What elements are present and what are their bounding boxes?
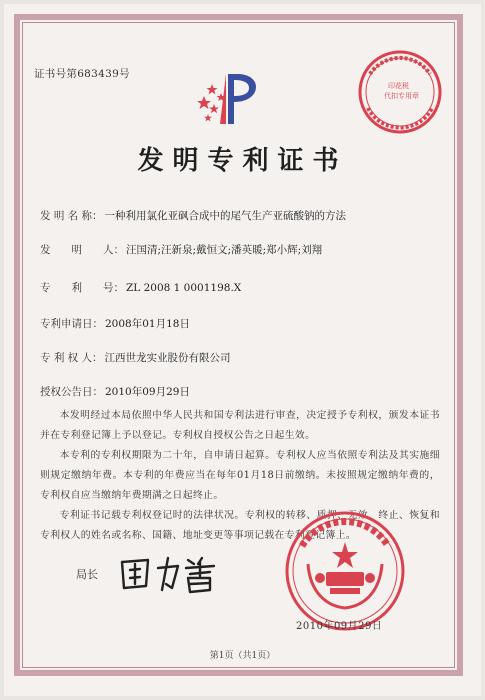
field-label: 专 利 权 人： xyxy=(40,352,103,364)
seal-date: 2010年09月29日 xyxy=(296,621,383,632)
director-signature-icon xyxy=(114,550,230,596)
patent-office-seal-icon xyxy=(352,44,448,140)
field-value: 2010年09月29日 xyxy=(105,386,190,398)
body-paragraph: 专利证书记载专利权登记时的法律状况。专利权的转移、质押、无效、终止、恢复和专利权人的姓名或名称、国籍、地址变更等事项记载在专利登记簿上。 xyxy=(40,510,440,541)
field-inventors xyxy=(40,242,322,257)
field-invention-name xyxy=(40,208,346,223)
director-label: 局长 xyxy=(76,568,98,581)
patent-office-emblem-icon xyxy=(196,68,262,128)
page-number: 第1页（共1页） xyxy=(209,651,276,661)
field-label: 发 明 人： xyxy=(40,244,124,256)
body-paragraph: 本专利的专利权期限为二十年，自申请日起算。专利权人应当依照专利法及其实施细则规定缴纳年费。本专利的年费应当在每年01月18日前缴纳。未按照规定缴纳年费的，专利权自应当缴纳年费期满之日起终止。 xyxy=(40,450,440,501)
field-patentee xyxy=(40,350,231,365)
svg-text:印花税: 印花税 xyxy=(388,82,409,90)
page-title: 发明专利证书 xyxy=(137,146,348,176)
field-label: 授权公告日： xyxy=(40,386,103,398)
field-value: 2008年01月18日 xyxy=(105,318,190,330)
field-label: 专利申请日： xyxy=(40,318,103,330)
field-value: 汪国清;汪新泉;戴恒文;潘英暖;郑小辉;刘翔 xyxy=(126,244,323,256)
field-value: ZL 2008 1 0001198.X xyxy=(126,282,242,294)
field-value: 江西世龙实业股份有限公司 xyxy=(104,352,231,364)
field-label: 专 利 号： xyxy=(40,282,124,294)
field-grant-date xyxy=(40,384,190,399)
field-application-date xyxy=(40,316,190,331)
svg-text:代扣专用章: 代扣专用章 xyxy=(384,92,419,100)
field-value: 一种利用氯化亚砜合成中的尾气生产亚硫酸钠的方法 xyxy=(104,210,347,222)
field-patent-number xyxy=(40,280,241,295)
body-paragraph: 本发明经过本局依照中华人民共和国专利法进行审查，决定授予专利权，颁发本证书并在专利登记簿上予以登记。专利权自授权公告之日起生效。 xyxy=(40,410,440,441)
certificate-number: 证书号第683439号 xyxy=(34,68,130,80)
field-label: 发 明 名 称： xyxy=(40,210,103,222)
